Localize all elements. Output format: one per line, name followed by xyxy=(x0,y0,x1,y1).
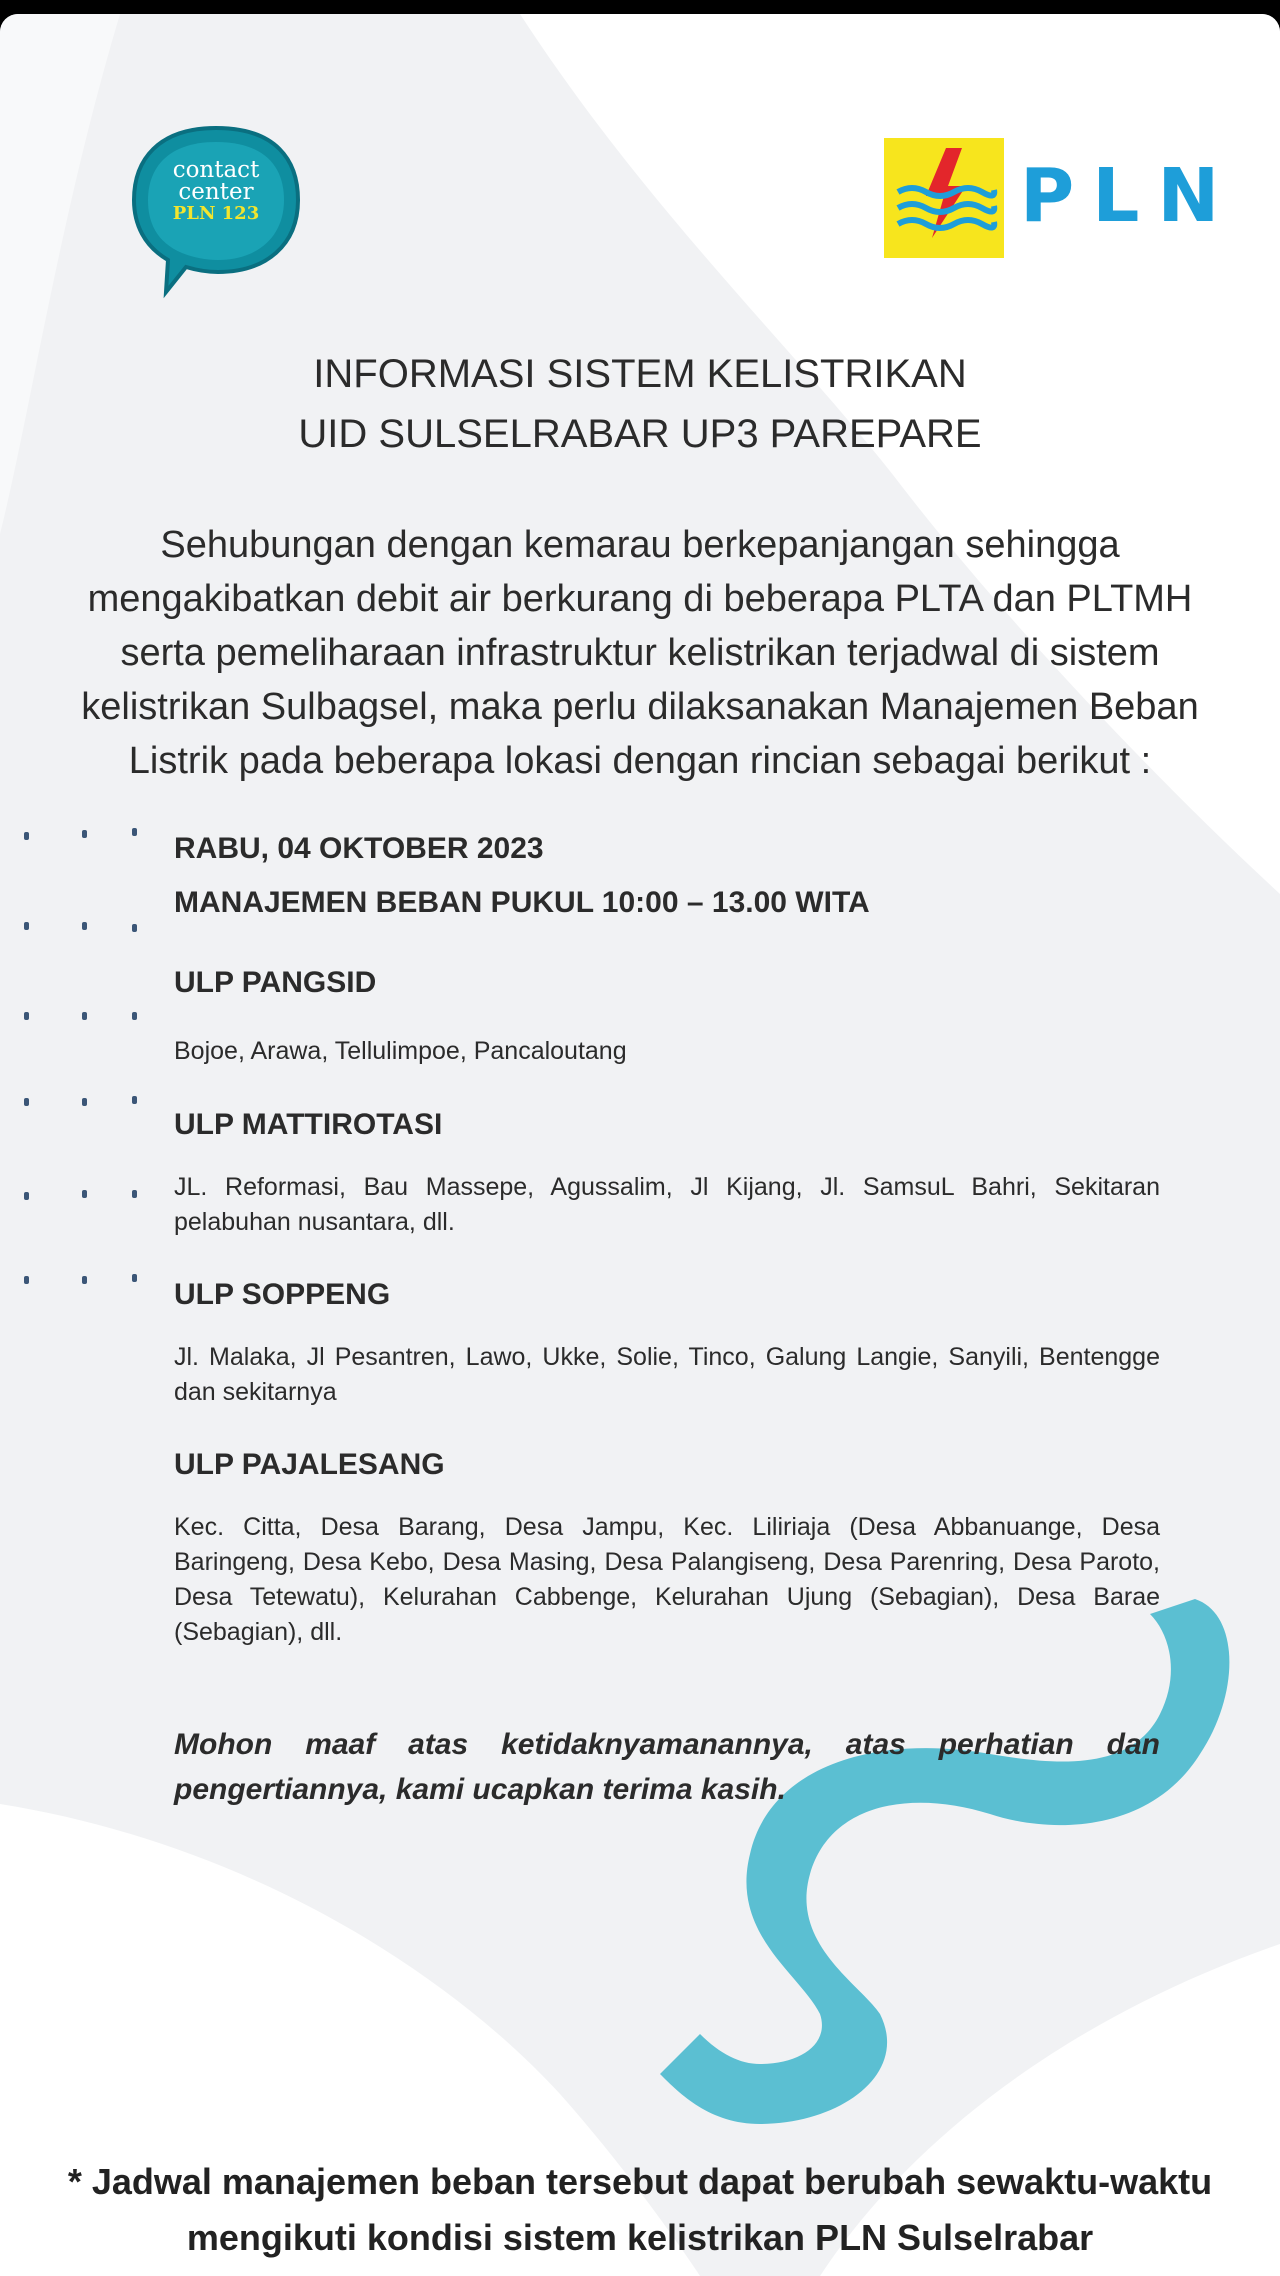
decorative-dots xyxy=(14,918,154,938)
area-locations: JL. Reformasi, Bau Massepe, Agussalim, Jl Kijang, Jl. SamsuL Bahri, Sekitaran pelabuhan nusantara, dll. xyxy=(174,1173,1160,1236)
schedule-date: RABU, 04 OKTOBER 2023 xyxy=(174,832,544,865)
pln-wordmark: PLN xyxy=(1020,153,1238,239)
area-heading: ULP MATTIROTASI xyxy=(174,1108,443,1141)
logo-text-contact: contact xyxy=(172,157,260,183)
area-heading: ULP PAJALESANG xyxy=(174,1448,445,1481)
contact-center-logo xyxy=(126,120,306,300)
pln-logo xyxy=(884,126,1238,260)
closing-note: Mohon maaf atas ketidaknyamanannya, atas perhatian dan pengertiannya, kami ucapkan terima kasih. xyxy=(174,1728,1160,1806)
area-locations: Jl. Malaka, Jl Pesantren, Lawo, Ukke, Solie, Tinco, Galung Langie, Sanyili, Bentengge dan sekitarnya xyxy=(174,1343,1160,1406)
area-heading: ULP SOPPENG xyxy=(174,1278,391,1311)
footnote: * Jadwal manajemen beban tersebut dapat berubah sewaktu-waktu mengikuti kondisi sistem kelistrikan PLN Sulselrabar xyxy=(67,2161,1213,2258)
decorative-dots xyxy=(14,1186,154,1206)
decorative-dots xyxy=(14,1008,154,1028)
title-line-1: INFORMASI SISTEM KELISTRIKAN xyxy=(313,352,967,396)
pln-emblem-icon xyxy=(884,138,1004,258)
area-heading: ULP PANGSID xyxy=(174,966,377,999)
area-locations: Kec. Citta, Desa Barang, Desa Jampu, Kec. Liliriaja (Desa Abbanuange, Desa Baringeng, Desa Kebo, Desa Masing, Desa Palangiseng, Desa Parenring, Desa Paroto, Desa Tetewatu), Kelurahan Cabbenge, Kelurahan Ujung (Sebagian), Desa Barae (Sebagian), dll. xyxy=(174,1513,1160,1646)
announcement-card xyxy=(0,14,1280,2276)
decorative-dots xyxy=(14,1272,154,1292)
title-line-2: UID SULSELRABAR UP3 PAREPARE xyxy=(298,412,982,456)
logo-text-center: center xyxy=(178,179,254,205)
area-locations: Bojoe, Arawa, Tellulimpoe, Pancaloutang xyxy=(174,1037,627,1065)
logo-text-pln123: PLN 123 xyxy=(172,203,260,224)
decorative-dots xyxy=(14,1094,154,1114)
intro-paragraph: Sehubungan dengan kemarau berkepanjangan sehingga mengakibatkan debit air berkurang di beberapa PLTA dan PLTMH serta pemeliharaan infrastruktur kelistrikan terjadwal di sistem kelistrikan Sulbagsel, maka perlu dilaksanakan Manajemen Beban Listrik pada beberapa lokasi dengan rincian sebagai berikut : xyxy=(81,524,1199,782)
schedule-time: MANAJEMEN BEBAN PUKUL 10:00 – 13.00 WITA xyxy=(174,886,870,919)
decorative-dots xyxy=(14,828,154,848)
